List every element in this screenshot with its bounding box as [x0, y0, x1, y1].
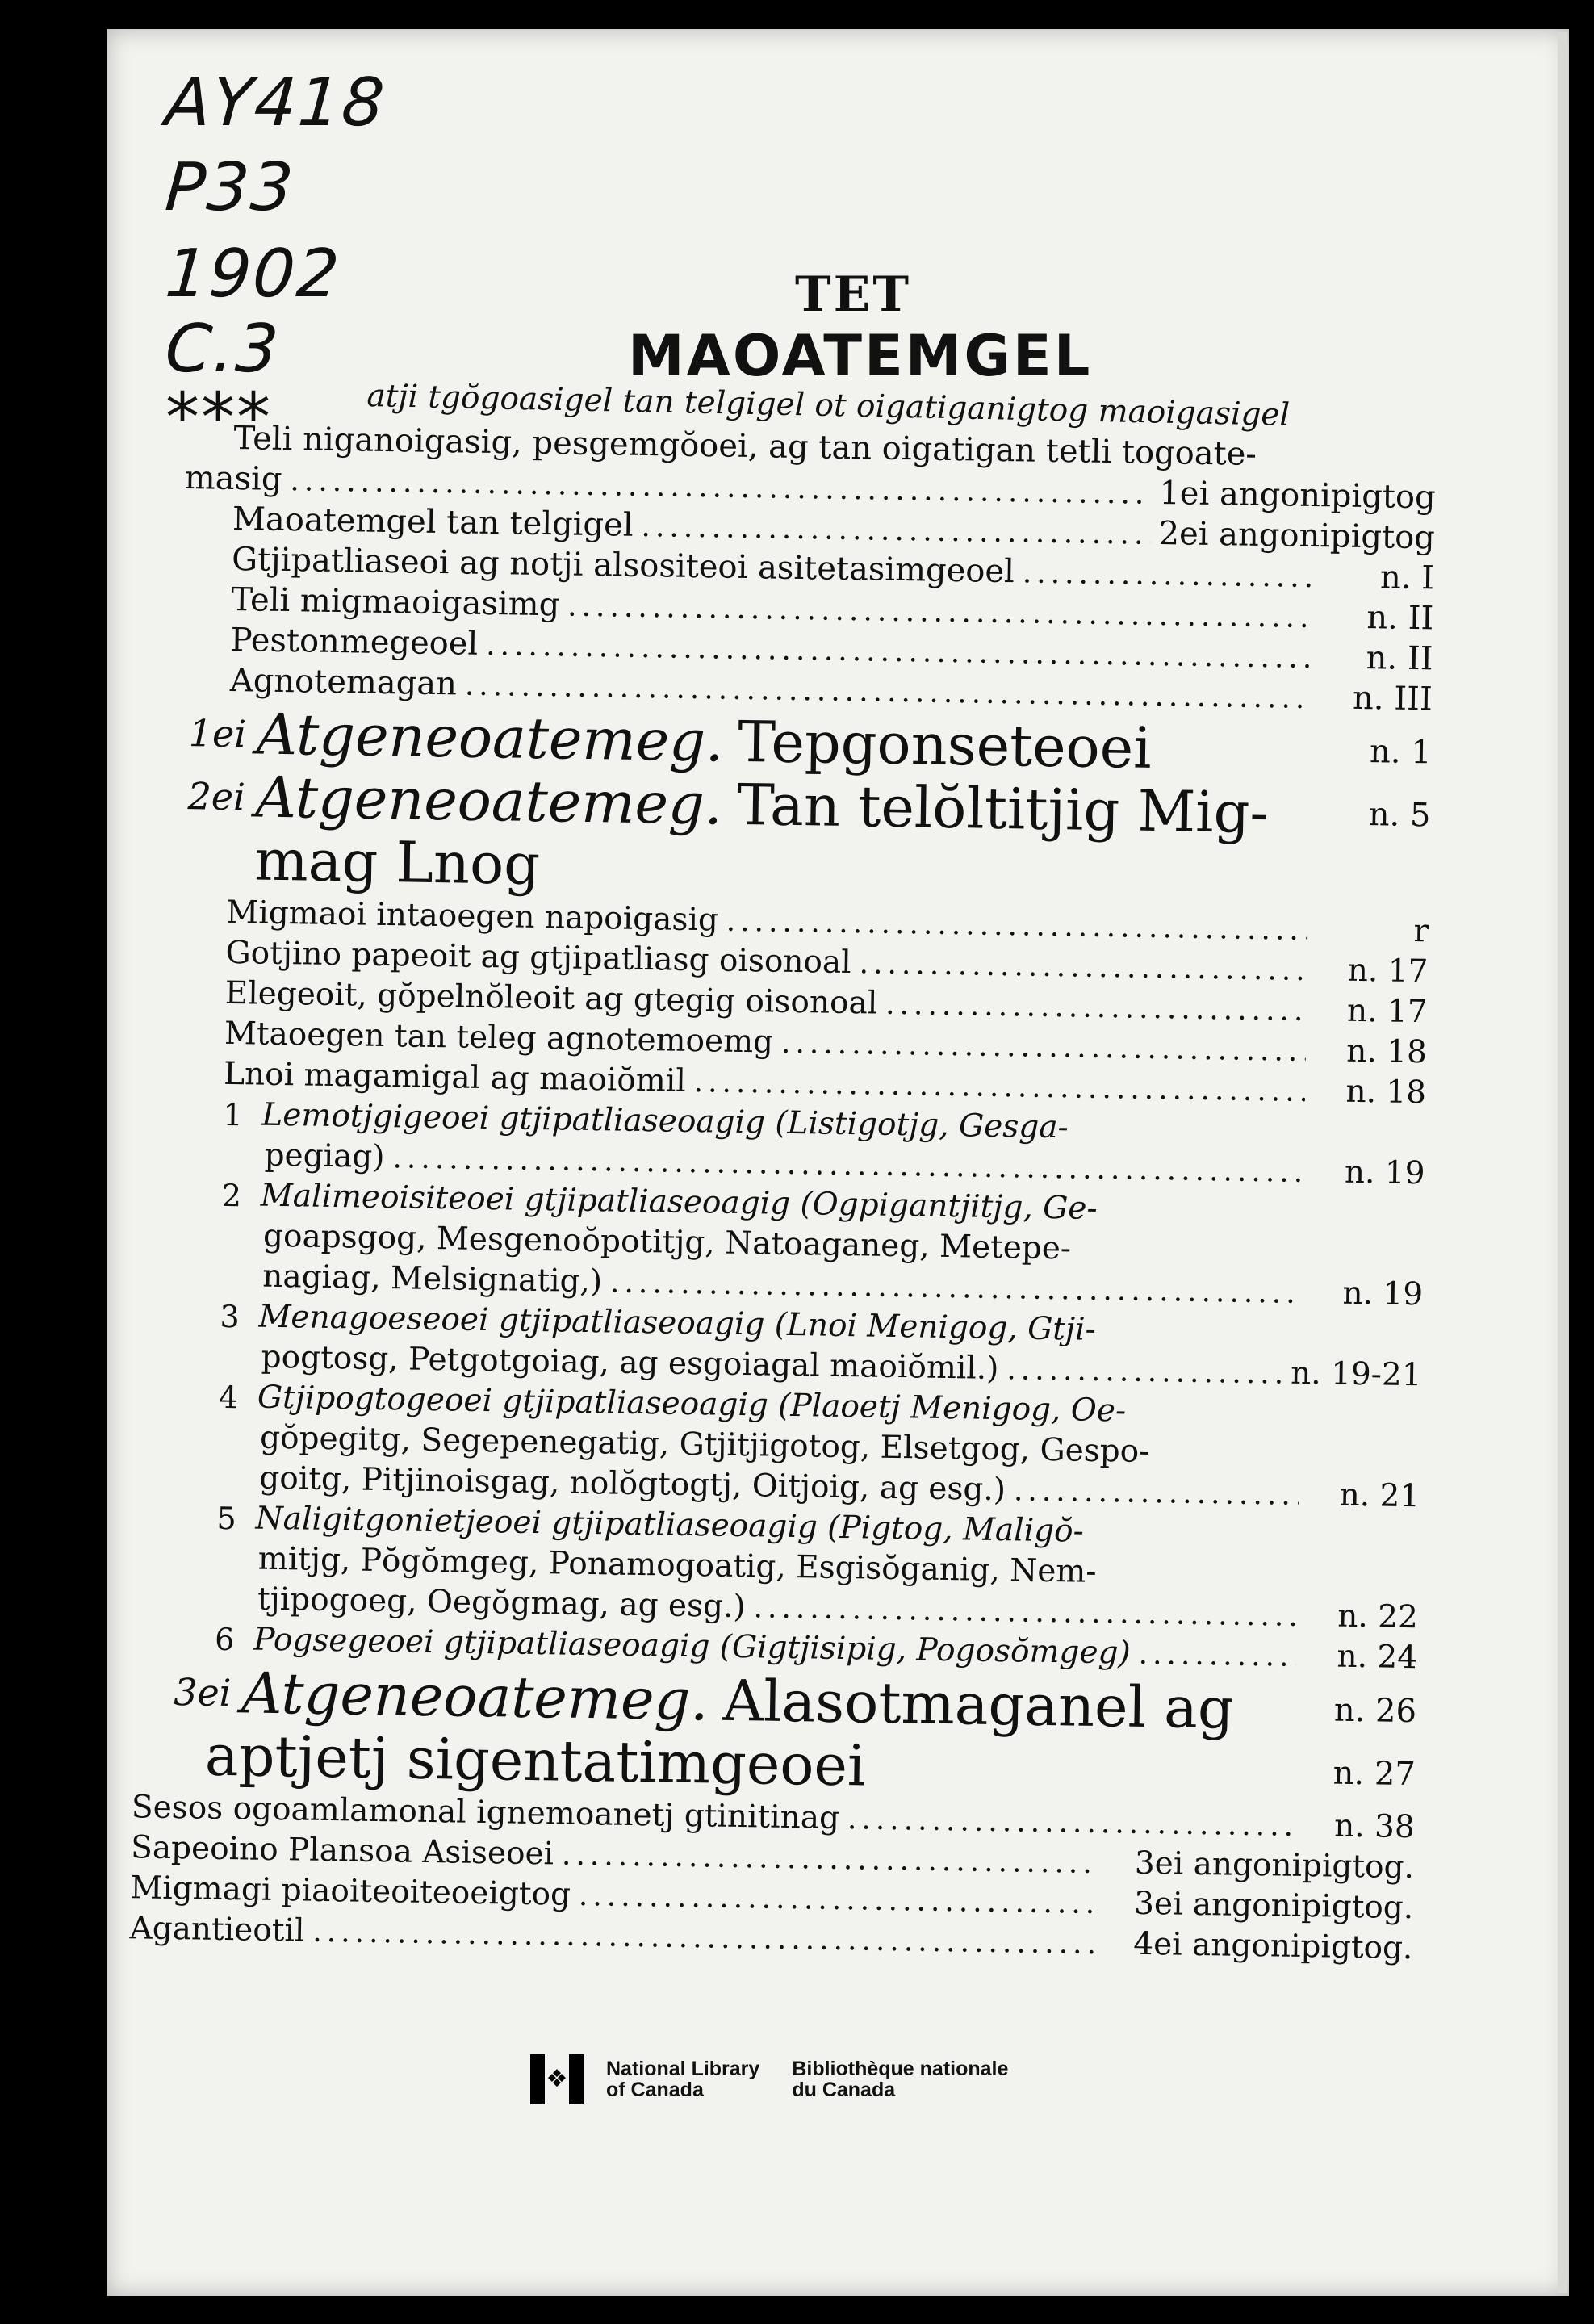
leader-dots: [1159, 735, 1311, 781]
region-number: 2: [221, 1177, 242, 1214]
leader-dots: [1023, 551, 1314, 597]
toc-text: goapsgog, Mesgenoŏpotitjg, Natoaganeg, Metepe-: [262, 1217, 1072, 1267]
toc-page: n. 1: [1369, 733, 1433, 772]
library-name-en: National Library of Canada: [606, 2058, 760, 2101]
handwritten-callnumber-3: 1902: [162, 236, 344, 312]
toc-page: 3ei angonipigtog.: [1133, 1885, 1414, 1927]
leader-dots: [885, 984, 1307, 1031]
canada-flag-icon: ❖: [530, 2054, 584, 2104]
toc-page: n. 5: [1368, 796, 1431, 835]
toc-page: n. I: [1379, 559, 1435, 597]
title-small: TET: [795, 266, 912, 323]
leader-dots: [1138, 1634, 1296, 1677]
leader-dots: [873, 1752, 1295, 1803]
toc-page: n. II: [1366, 599, 1434, 638]
toc-text: masig: [184, 459, 282, 498]
toc-page: n. 19: [1342, 1275, 1424, 1313]
toc-text: Pogsegeoei gtjipatliaseoagig (Gigtjisipig, Pogosŏmgeg): [253, 1621, 1132, 1672]
toc-text: Lemotjgigeoei gtjipatliaseoagig (Listigotjg, Gesga-: [261, 1096, 1069, 1146]
table-of-contents: [129, 418, 1437, 1969]
toc-text: Migmagi piaoiteoiteoeigtog: [130, 1870, 571, 1913]
toc-text: Agnotemagan: [229, 661, 458, 703]
section-ordinal: 3ei: [173, 1670, 232, 1715]
toc-page: n. 17: [1347, 952, 1429, 990]
toc-page: n. III: [1352, 679, 1433, 718]
toc-text: mitjg, Pŏgŏmgeg, Ponamogoatig, Esgisŏganig, Nem-: [257, 1540, 1097, 1590]
toc-text: Lnoi magamigal ag maoiŏmil: [223, 1055, 687, 1099]
toc-text: Gtjipatliaseoi ag notji alsositeoi asitetasimgeoel: [231, 540, 1015, 591]
toc-text: Agantieotil: [129, 1910, 305, 1949]
toc-page: r: [1413, 913, 1429, 950]
page-subtitle: atji tgŏgoasigel tan telgigel ot oigatiganigtog maoigasigel: [366, 378, 1291, 433]
region-number: 6: [214, 1621, 235, 1658]
toc-page: n. 17: [1346, 992, 1428, 1031]
section-title: Atgeneoatemeg.: [256, 701, 724, 775]
toc-text: goitg, Pitjinoisgag, nolŏgtogtj, Oitjoig, ag esg.): [259, 1459, 1006, 1509]
toc-text: pegiag): [264, 1137, 385, 1176]
leader-dots: [859, 943, 1307, 990]
leader-dots: [1006, 1349, 1283, 1393]
handwritten-callnumber-1: AY418: [162, 65, 389, 141]
toc-page: 1ei angonipigtog: [1159, 475, 1436, 517]
toc-text: Elegeoit, gŏpelnŏleoit ag gtegig oisonoal: [224, 974, 878, 1022]
toc-text: Migmaoi intaoegen napoigasig: [226, 894, 719, 939]
region-number: 3: [220, 1298, 241, 1335]
toc-page: n. 19-21: [1290, 1355, 1422, 1394]
section-name-cont: mag Lnog: [253, 827, 541, 898]
toc-text: Menagoeseoei gtjipatliaseoagig (Lnoi Menigog, Gtji-: [258, 1298, 1097, 1348]
section-name-cont: aptjetj sigentatimgeoei: [204, 1722, 866, 1799]
region-number: 4: [218, 1379, 239, 1416]
toc-text: Gotjino papeoit ag gtjipatliasg oisonoal: [225, 934, 852, 982]
toc-page: n. II: [1366, 639, 1433, 678]
toc-text: Teli migmaoigasimg: [231, 580, 560, 624]
section-name: Tepgonseteoei: [737, 708, 1153, 781]
toc-page: n. 19: [1344, 1154, 1425, 1192]
toc-text: gŏpegitg, Segepenegatig, Gtjitjigotog, Elsetgog, Gespo-: [259, 1419, 1150, 1470]
page-title: MAOATEMGEL: [628, 323, 1093, 389]
toc-text: Teli niganoigasig, pesgemgŏoei, ag tan oigatigan tetli togoate-: [233, 419, 1257, 473]
toc-text: Naligitgonietjeoei gtjipatliaseoagig (Pigtog, Maligŏ-: [255, 1500, 1085, 1550]
leader-dots: [1014, 1470, 1299, 1515]
toc-text: Sesos ogoamlamonal ignemoanetj gtinitinag: [131, 1789, 840, 1836]
toc-text: Pestonmegeoel: [230, 621, 479, 663]
section-name: Tan telŏltitjig Mig-: [736, 771, 1270, 847]
toc-page: n. 22: [1337, 1597, 1419, 1636]
toc-page: n. 21: [1339, 1476, 1420, 1515]
handwritten-callnumber-2: P33: [162, 149, 298, 226]
library-name-fr: Bibliothèque nationale du Canada: [792, 2058, 1009, 2101]
handwritten-callnumber-4: C.3: [162, 311, 282, 387]
section-title: Atgeneoatemeg.: [241, 1660, 709, 1734]
toc-page: n. 38: [1333, 1807, 1416, 1846]
section-ordinal: 1ei: [188, 711, 247, 756]
leader-dots: [847, 1798, 1295, 1846]
toc-text: Malimeoisiteoei gtjipatliaseoagig (Ogpigantjitjg, Ge-: [260, 1177, 1098, 1227]
library-footer: [530, 2054, 1008, 2104]
page-edge: [1558, 32, 1567, 2293]
handwritten-stars: ***: [165, 378, 272, 457]
region-number: 1: [223, 1096, 243, 1133]
section-name: Alasotmaganel ag: [722, 1667, 1235, 1742]
toc-page: 3ei angonipigtog.: [1134, 1845, 1415, 1886]
toc-page: n. 26: [1333, 1691, 1417, 1731]
toc-text: Gtjipogtogeoei gtjipatliaseoagig (Plaoetj Menigog, Oe-: [257, 1379, 1127, 1430]
toc-page: n. 27: [1333, 1754, 1416, 1794]
toc-text: Sapeoino Plansoa Asiseoei: [130, 1829, 554, 1873]
toc-page: n. 24: [1337, 1638, 1418, 1677]
toc-page: 4ei angonipigtog.: [1132, 1925, 1413, 1967]
toc-text: nagiag, Melsignatig,): [261, 1258, 603, 1300]
toc-page: n. 18: [1345, 1032, 1428, 1071]
toc-text: tjipogoeg, Oegŏgmag, ag esg.): [257, 1581, 747, 1626]
leader-dots: [547, 851, 1308, 907]
section-title: Atgeneoatemeg.: [254, 764, 723, 838]
region-number: 5: [216, 1500, 237, 1537]
toc-text: Mtaoegen tan teleg agnotemoemg: [224, 1015, 774, 1061]
toc-text: pogtosg, Petgotgoiag, ag esgoiagal maoiŏmil.): [261, 1338, 999, 1388]
toc-text: Maoatemgel tan telgigel: [232, 500, 634, 544]
section-ordinal: 2ei: [187, 774, 246, 819]
toc-page: 2ei angonipigtog: [1158, 515, 1436, 557]
toc-page: n. 18: [1345, 1073, 1427, 1112]
